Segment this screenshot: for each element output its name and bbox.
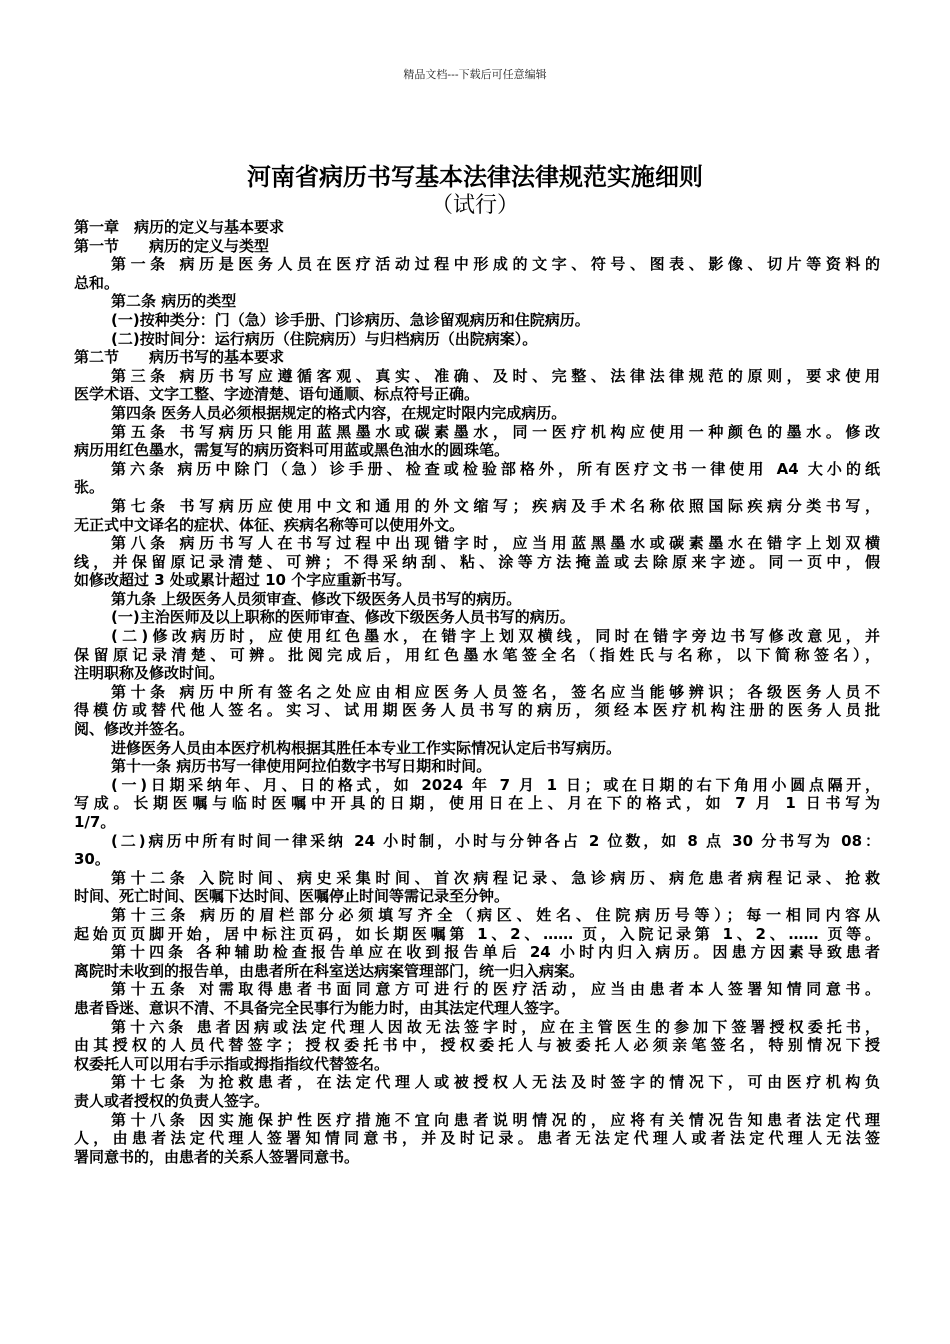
text-line: 总和。 xyxy=(74,273,120,292)
text-line: 第九条 上级医务人员须审查、修改下级医务人员书写的病历。 xyxy=(111,589,522,608)
text-line: 时间、死亡时间、医嘱下达时间、医嘱停止时间等需记录至分钟。 xyxy=(74,887,510,906)
text-line: 第八条 病历书写人在书写过程中出现错字时，应当用蓝黑墨水或碳素墨水在错字上划双横 xyxy=(111,534,880,553)
text-line: 第一条 病历是医务人员在医疗活动过程中形成的文字、符号、图表、影像、切片等资料的 xyxy=(111,255,880,274)
text-line: 第十四条 各种辅助检查报告单应在收到报告单后 24 小时内归入病历。因患方因素导致患者 xyxy=(111,943,880,962)
text-line: 第十五条 对需取得患者书面同意方可进行的医疗活动，应当由患者本人签署知情同意书。 xyxy=(111,980,880,999)
text-line: (二)病历中所有时间一律采纳 24 小时制，小时与分钟各占 2 位数，如 8 点 30 分书写为 08： xyxy=(111,831,880,850)
document-subtitle: （试行） xyxy=(430,193,519,218)
text-line: 如修改超过 3 处或累计超过 10 个字应重新书写。 xyxy=(74,571,412,590)
text-line: 第十三条 病历的眉栏部分必须填写齐全（病区、姓名、住院病历号等）；每一相同内容从 xyxy=(111,905,880,924)
text-line: 第六条 病历中除门（急）诊手册、检查或检验部格外，所有医疗文书一律使用 A4 大小的纸 xyxy=(111,459,880,478)
text-line: 阅、修改并签名。 xyxy=(74,720,195,739)
text-line: 30。 xyxy=(74,850,110,869)
text-line: 第七条 书写病历应使用中文和通用的外文缩写；疾病及手术名称依照国际疾病分类书写， xyxy=(111,496,880,515)
text-line: 第四条 医务人员必须根据规定的格式内容，在规定时限内完成病历。 xyxy=(111,403,567,422)
text-line: 第十八条 因实施保护性医疗措施不宜向患者说明情况的，应将有关情况告知患者法定代理 xyxy=(111,1110,880,1129)
text-line: 起始页页脚开始，居中标注页码，如长期医嘱第 1、2、…… 页，入院记录第 1、2、…… 页等。 xyxy=(74,924,880,943)
text-line: (二)修改病历时，应使用红色墨水，在错字上划双横线，同时在错字旁边书写修改意见，并 xyxy=(111,627,880,646)
text-line: 医学术语、文字工整、字迹清楚、语句通顺、标点符号正确。 xyxy=(74,385,480,404)
text-line: 患者昏迷、意识不清、不具备完全民事行为能力时，由其法定代理人签字。 xyxy=(74,998,570,1017)
text-line: 人，由患者法定代理人签署知情同意书，并及时记录。患者无法定代理人或者法定代理人无法签 xyxy=(74,1129,880,1148)
text-line: 第五条 书写病历只能用蓝黑墨水或碳素墨水，同一医疗机构应使用一种颜色的墨水。修改 xyxy=(111,422,880,441)
text-line: 病历用红色墨水，需复写的病历资料可用蓝或黑色油水的圆珠笔。 xyxy=(74,441,510,460)
text-line: 署同意书的，由患者的关系人签署同意书。 xyxy=(74,1147,360,1166)
text-line: 第十六条 患者因病或法定代理人因故无法签字时，应在主管医生的参加下签署授权委托书， xyxy=(111,1017,880,1036)
text-line: 第一章 病历的定义与基本要求 xyxy=(74,218,285,236)
document-title: 河南省病历书写基本法律法律规范实施细则 xyxy=(247,163,703,191)
text-line: 张。 xyxy=(74,478,105,497)
text-line: (一)日期采纳年、月、日的格式，如 2024 年 7 月 1 日；或在日期的右下角用小圆点隔开， xyxy=(111,775,880,794)
text-line: 权委托人可以用右手示指或拇指指纹代替签名。 xyxy=(74,1054,390,1073)
text-line: 无正式中文译名的症状、体征、疾病名称等可以使用外文。 xyxy=(74,515,465,534)
text-line: 第十七条 为抢救患者，在法定代理人或被授权人无法及时签字的情况下，可由医疗机构负 xyxy=(111,1073,880,1092)
text-line: (一)按种类分：门（急）诊手册、门诊病历、急诊留观病历和住院病历。 xyxy=(111,310,590,329)
text-line: 1/7。 xyxy=(74,813,116,831)
text-line: 离院时未收到的报告单，由患者所在科室送达病案管理部门，统一归入病案。 xyxy=(74,961,585,980)
text-line: 第十条 病历中所有签名之处应由相应医务人员签名，签名应当能够辨识；各级医务人员不 xyxy=(111,682,880,701)
text-line: 第三条 病历书写应遵循客观、真实、准确、及时、完整、法律法律规范的原则，要求使用 xyxy=(111,366,880,385)
text-line: 第二节 病历书写的基本要求 xyxy=(74,348,285,367)
text-line: 第二条 病历的类型 xyxy=(111,292,237,311)
text-line: 保留原记录清楚、可辨。批阅完成后，用红色墨水笔签全名（指姓氏与名称，以下简称签名）， xyxy=(74,645,880,664)
text-line: 责人或者授权的负责人签字。 xyxy=(74,1091,270,1110)
text-line: 注明职称及修改时间。 xyxy=(74,664,225,683)
text-line: (一)主治医师及以上职称的医师审查、修改下级医务人员书写的病历。 xyxy=(111,608,575,627)
text-line: 第十一条 病历书写一律使用阿拉伯数字书写日期和时间。 xyxy=(111,757,492,776)
document-body xyxy=(74,218,880,1166)
page-header-note: 精品文档---下载后可任意编辑 xyxy=(403,68,547,81)
text-line: 由其授权的人员代替签字；授权委托书中，授权委托人与被委托人必须亲笔签名，特别情况下授 xyxy=(74,1036,880,1055)
text-line: 进修医务人员由本医疗机构根据其胜任本专业工作实际情况认定后书写病历。 xyxy=(111,738,622,757)
text-line: 第一节 病历的定义与类型 xyxy=(74,236,270,255)
text-line: (二)按时间分：运行病历（住院病历）与归档病历（出院病案）。 xyxy=(111,329,538,348)
text-line: 写成。长期医嘱与临时医嘱中开具的日期，使用日在上、月在下的格式，如 7 月 1 日书写为 xyxy=(74,794,880,813)
text-line: 第十二条 入院时间、病史采集时间、首次病程记录、急诊病历、病危患者病程记录、抢救 xyxy=(111,868,880,887)
text-line: 线，并保留原记录清楚、可辨；不得采纳刮、粘、涂等方法掩盖或去除原来字迹。同一页中，假 xyxy=(74,552,880,571)
text-line: 得模仿或替代他人签名。实习、试用期医务人员书写的病历，须经本医疗机构注册的医务人员批 xyxy=(74,701,880,720)
